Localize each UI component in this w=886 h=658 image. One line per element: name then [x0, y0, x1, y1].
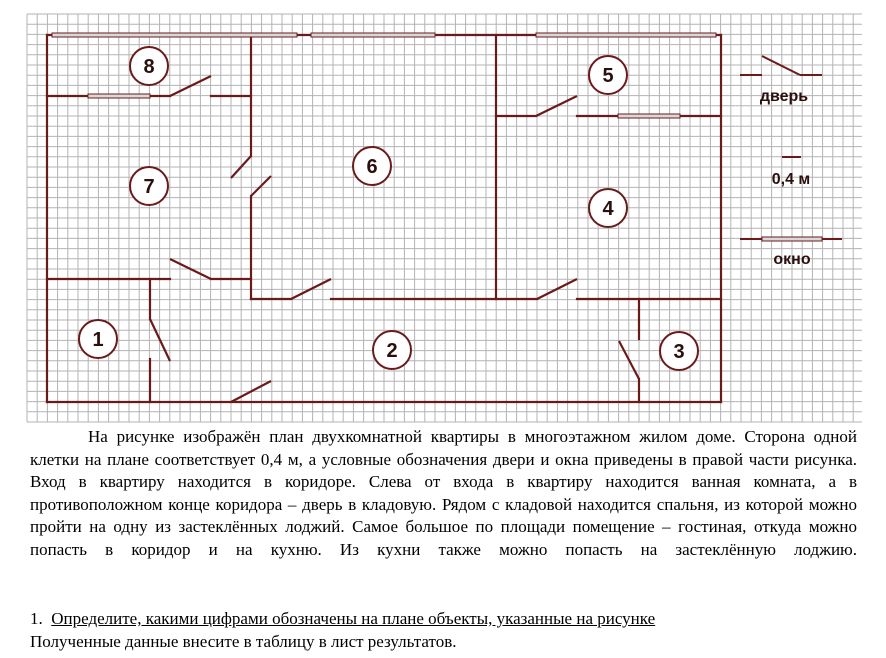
room-number-text: 3: [673, 341, 685, 363]
task-number: 1.: [30, 609, 43, 628]
room-number-text: 7: [143, 176, 155, 198]
legend-door-label: дверь: [759, 88, 809, 105]
window: [88, 94, 150, 98]
room-number-text: 2: [386, 340, 398, 362]
room-number-5: [589, 56, 627, 94]
door: [251, 176, 271, 196]
room-number-2: [373, 331, 411, 369]
room-number-1: [79, 320, 117, 358]
room-number-text: 6: [366, 156, 378, 178]
task: [30, 608, 857, 653]
window: [618, 114, 680, 118]
window: [536, 33, 716, 37]
task-note: Полученные данные внесите в таблицу в лист результатов.: [30, 631, 457, 651]
window: [52, 33, 297, 37]
plan-description: [30, 426, 857, 562]
room-number-4: [589, 189, 627, 227]
room-number-8: [130, 47, 168, 85]
legend-window-label: окно: [773, 251, 811, 268]
window: [311, 33, 435, 37]
plan-legend: [740, 56, 842, 268]
room-number-6: [353, 147, 391, 185]
room-number-text: 8: [143, 56, 155, 78]
task-instruction: Определите, какими цифрами обозначены на плане объекты, указанные на рисунке: [51, 609, 656, 628]
room-number-text: 5: [602, 65, 614, 87]
room-number-3: [660, 332, 698, 370]
legend-window-symbol: [740, 237, 842, 241]
room-number-text: 4: [602, 198, 614, 220]
description-text: На рисунке изображён план двухкомнатной квартиры в многоэтажном жилом доме. Сторона одной клетки на плане соответствует 0,4 м, а условные обозначения двери и окна приведены в правой части рисунка. Вход в квартиру находится в коридоре. Слева от входа в квартиру находится ванная комната, а в противоположном конце коридора – дверь в кладовую. Рядом с кладовой находится спальня, из которой можно пройти на одну из застеклённых лоджий. Самое большое по площади помещение – гостиная, откуда можно попасть в коридор и на кухню. Из кухни также можно попасть на застеклённую лоджию.: [30, 427, 857, 559]
legend-scale-label: 0,4 м: [771, 171, 811, 188]
task-line: [30, 608, 857, 631]
room-number-7: [130, 167, 168, 205]
room-number-text: 1: [92, 329, 104, 351]
